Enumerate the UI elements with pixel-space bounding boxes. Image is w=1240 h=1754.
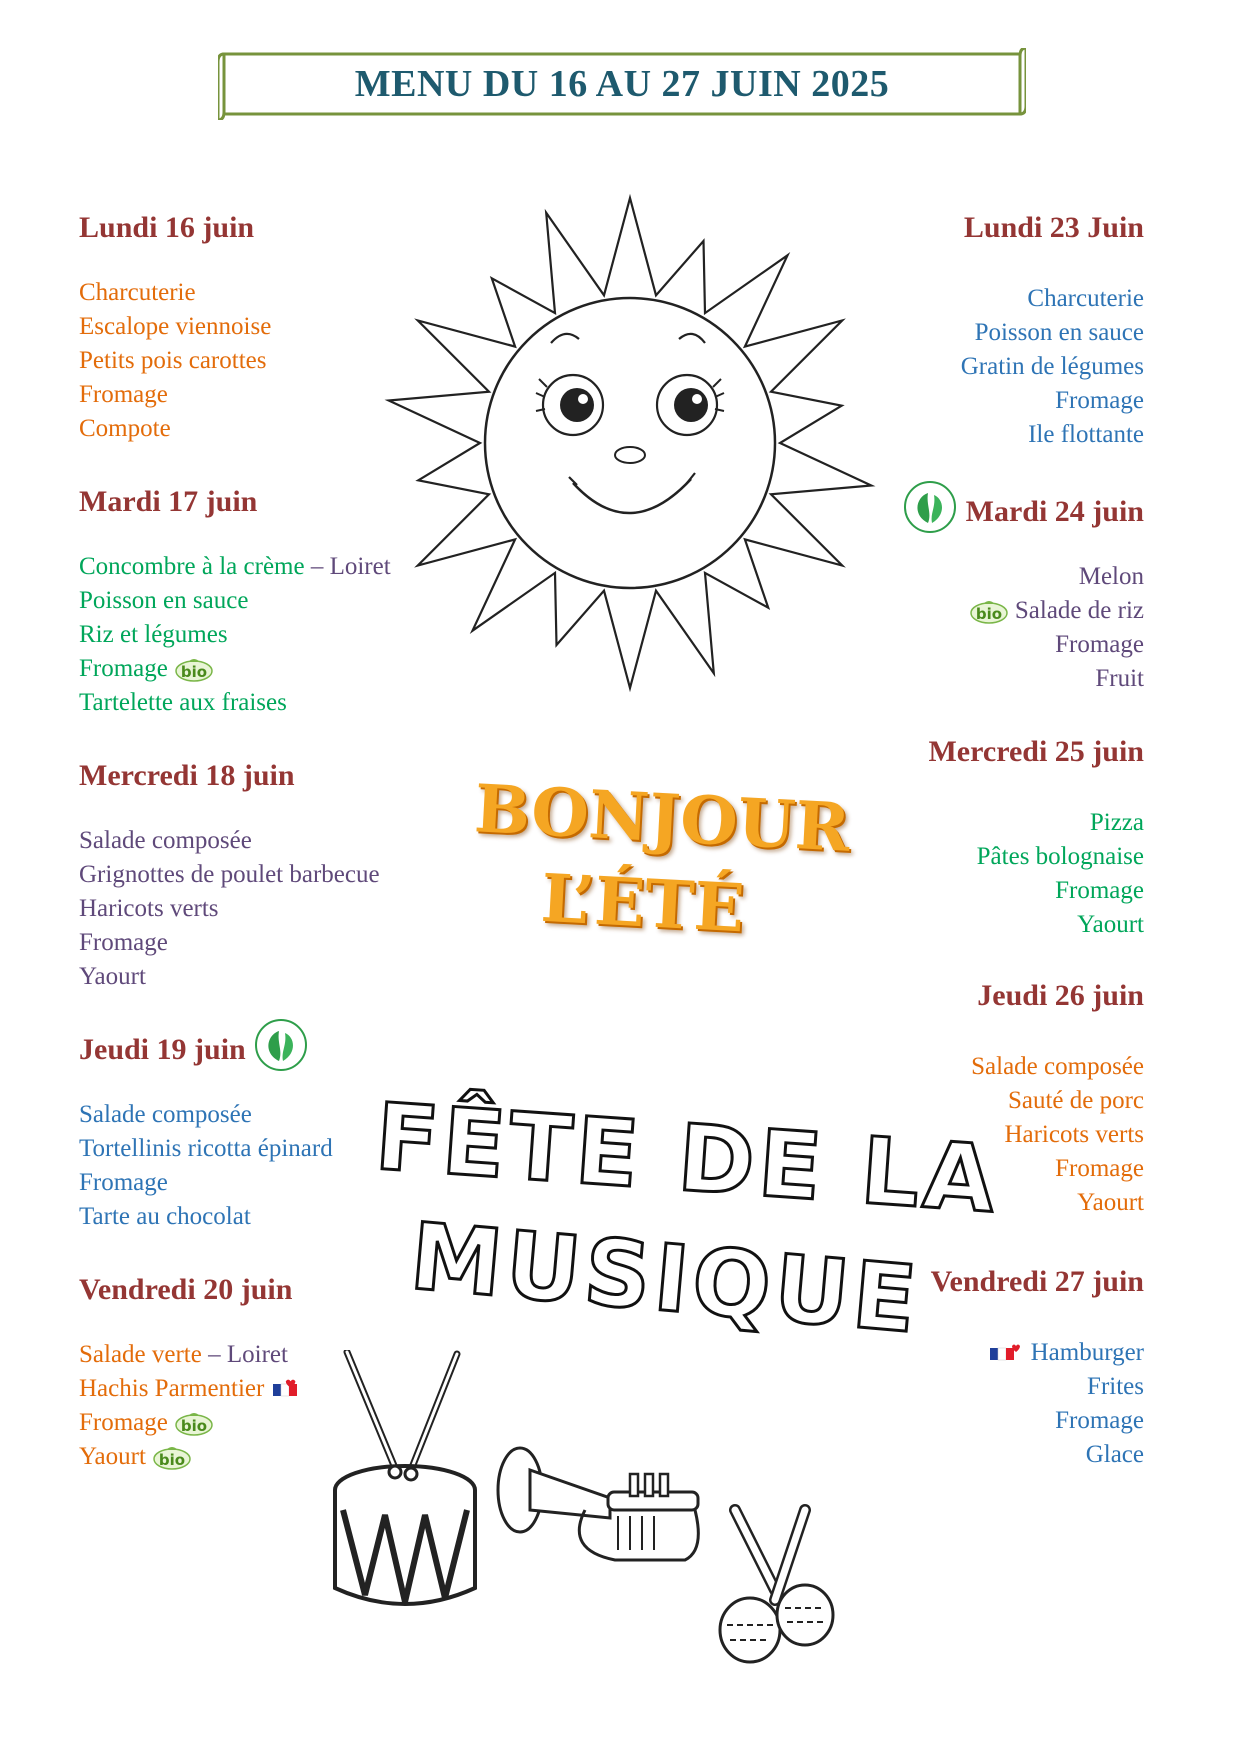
menu-item: Fruit xyxy=(1095,665,1144,692)
menu-item: Fromage xyxy=(79,1169,168,1196)
menu-item: Salade composée xyxy=(79,1101,252,1128)
menu-item: Poisson en sauce xyxy=(974,319,1144,346)
day-title-label: Jeudi 19 juin xyxy=(79,1033,246,1066)
menu-item: Fromage xyxy=(79,381,168,408)
svg-text:bio: bio xyxy=(159,1451,186,1470)
day-title: Vendredi 27 juin xyxy=(930,1265,1144,1298)
menu-item-label: Hachis Parmentier xyxy=(79,1375,265,1402)
menu-item: Tortellinis ricotta épinard xyxy=(79,1135,333,1162)
menu-item: Yaourt xyxy=(1077,1189,1144,1216)
menu-item: Yaourt xyxy=(1077,911,1144,938)
menu-item: Charcuterie xyxy=(1027,285,1144,312)
menu-item-label: Hamburger xyxy=(1030,1339,1144,1366)
menu-item: Fromage xyxy=(1055,877,1144,904)
menu-items xyxy=(704,1336,1144,1472)
menu-item: Ile flottante xyxy=(1028,421,1144,448)
menu-item-label: Fromage xyxy=(79,1409,168,1436)
svg-text:bio: bio xyxy=(181,663,208,682)
bio-icon xyxy=(174,1411,214,1437)
menu-item: Salade composée xyxy=(79,827,252,854)
menu-item: Tartelette aux fraises xyxy=(79,689,287,716)
svg-text:bio: bio xyxy=(181,1417,208,1436)
menu-item: Salade composée xyxy=(971,1053,1144,1080)
bio-icon xyxy=(969,599,1009,625)
menu-item-label: Salade de riz xyxy=(1014,597,1144,624)
french-origin-icon xyxy=(988,1340,1024,1368)
menu-item: Tarte au chocolat xyxy=(79,1203,251,1230)
maracas-icon xyxy=(705,1500,845,1670)
menu-item: Yaourt xyxy=(79,963,146,990)
menu-item: Grignottes de poulet barbecue xyxy=(79,861,380,888)
menu-item: Fromage xyxy=(1055,1155,1144,1182)
bonjour-line: BONJOUR xyxy=(472,769,853,867)
menu-item: Pâtes bolognaise xyxy=(976,843,1144,870)
origin-loiret: – Loiret xyxy=(208,1341,288,1368)
menu-item-label: Salade verte xyxy=(79,1341,202,1368)
ete-line: L’ÉTÉ xyxy=(539,858,747,948)
svg-text:bio: bio xyxy=(975,605,1002,624)
menu-item: Escalope viennoise xyxy=(79,313,272,340)
trumpet-icon xyxy=(490,1440,715,1580)
day-title: Lundi 16 juin xyxy=(79,211,255,244)
bonjour-ete-heading xyxy=(416,763,904,960)
bio-icon xyxy=(174,657,214,683)
day-title: Mercredi 25 juin xyxy=(928,735,1144,768)
menu-item: Melon xyxy=(1078,563,1144,590)
menu-item: Fromage xyxy=(1055,387,1144,414)
origin-loiret: – Loiret xyxy=(310,553,391,580)
day-title: Lundi 23 Juin xyxy=(963,211,1144,244)
menu-item: Fromage xyxy=(79,929,168,956)
vegetarian-icon xyxy=(902,479,958,535)
menu-item-label: Concombre à la crème xyxy=(79,553,305,580)
title-banner xyxy=(218,48,1026,120)
page-title: MENU DU 16 AU 27 JUIN 2025 xyxy=(354,63,890,105)
fete-de-la-heading: FÊTE DE LA xyxy=(372,1083,1003,1234)
day-title: Jeudi 26 juin xyxy=(977,979,1144,1012)
drum-icon xyxy=(325,1350,485,1610)
musique-heading: MUSIQUE xyxy=(406,1202,925,1355)
vegetarian-icon xyxy=(253,1017,309,1073)
menu-item-label: Yaourt xyxy=(79,1443,146,1470)
menu-item: Gratin de légumes xyxy=(960,353,1144,380)
menu-item: Charcuterie xyxy=(79,279,196,306)
menu-item: Haricots verts xyxy=(1004,1121,1144,1148)
menu-item: Fromage xyxy=(1055,1407,1144,1434)
menu-item: Sauté de porc xyxy=(1007,1087,1144,1114)
menu-item: Poisson en sauce xyxy=(79,587,249,614)
day-title: Mercredi 18 juin xyxy=(79,759,295,792)
menu-item-label: Fromage xyxy=(79,655,168,682)
french-origin-icon xyxy=(271,1376,305,1404)
day-title-label: Mardi 24 juin xyxy=(965,495,1144,528)
menu-item: Pizza xyxy=(1089,809,1144,836)
menu-item: Riz et légumes xyxy=(79,621,228,648)
menu-item: Haricots verts xyxy=(79,895,219,922)
day-title: Vendredi 20 juin xyxy=(79,1273,293,1306)
menu-item: Glace xyxy=(1085,1441,1144,1468)
menu-item: Fromage xyxy=(1055,631,1144,658)
menu-item: Compote xyxy=(79,415,171,442)
day-title: Mardi 17 juin xyxy=(79,485,258,518)
smiling-sun-illustration xyxy=(375,165,885,725)
bio-icon xyxy=(152,1445,192,1471)
day-title xyxy=(79,1030,519,1070)
menu-item: Petits pois carottes xyxy=(79,347,267,374)
menu-item: Frites xyxy=(1087,1373,1144,1400)
